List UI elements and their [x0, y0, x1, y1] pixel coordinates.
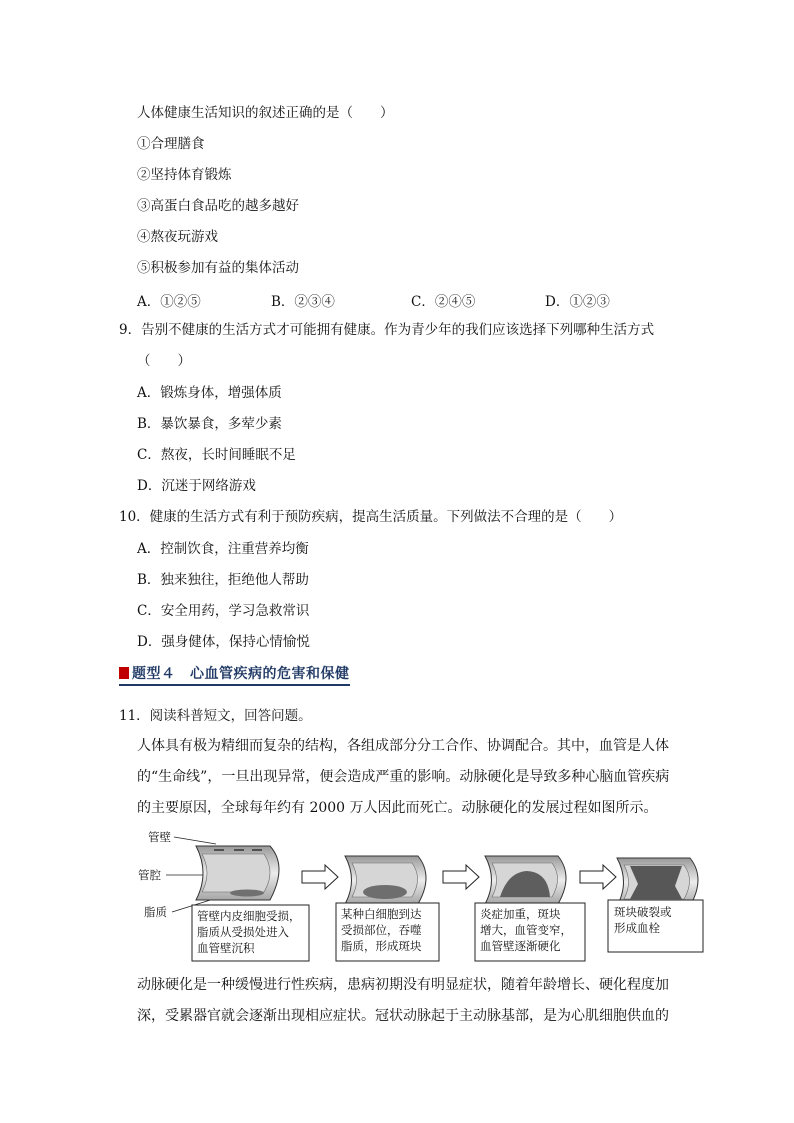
paragraph-1-line-2: 的“生命线”，一旦出现异常，便会造成严重的影响。动脉硬化是导致多种心脑血管疾病 [137, 769, 670, 785]
question-10-option-c: C．安全用药，学习急救常识 [137, 603, 310, 619]
question-8-item-4: ④熬夜玩游戏 [137, 229, 218, 245]
question-8-option-d: D．①②③ [545, 294, 610, 310]
question-10-option-a: A．控制饮食，注重营养均衡 [137, 541, 309, 557]
question-9-option-c: C．熬夜，长时间睡眠不足 [137, 447, 296, 463]
question-8-option-c: C．②④⑤ [411, 294, 476, 310]
pointer-wall [174, 837, 216, 844]
step-2-caption [336, 903, 439, 961]
paragraph-2-line-1: 动脉硬化是一种缓慢进行性疾病，患病初期没有明显症状，随着年龄增长、硬化程度加 [137, 977, 669, 993]
question-9-option-a: A．锻炼身体，增强体质 [137, 385, 282, 401]
question-8-options [137, 290, 657, 308]
step-2-line-3: 脂质，形成斑块 [341, 939, 422, 953]
section-heading [119, 663, 350, 686]
question-10-stem: 10．健康的生活方式有利于预防疾病，提高生活质量。下列做法不合理的是（ ） [119, 509, 623, 525]
section-title: 题型４ 心血管疾病的危害和保健 [132, 666, 350, 682]
step-1-line-3: 血管壁沉积 [197, 941, 255, 955]
paragraph-2-line-2: 深，受累器官就会逐渐出现相应症状。冠状动脉起于主动脉基部，是为心肌细胞供血的 [137, 1008, 669, 1024]
label-lipid: 脂质 [144, 905, 167, 919]
step-2-line-2: 受损部位，吞噬 [341, 923, 422, 937]
section-marker [119, 667, 129, 679]
step-2-line-1: 某种白细胞到达 [341, 907, 422, 921]
question-11-paragraph-2 [137, 970, 677, 1032]
question-9-stem: 9．告别不健康的生活方式才可能拥有健康。作为青少年的我们应该选择下列哪种生活方式 [119, 322, 655, 338]
step-4-line-2: 形成血栓 [614, 921, 660, 935]
step-4-caption [608, 900, 703, 952]
arteriosclerosis-diagram [130, 826, 710, 964]
question-9-option-b: B．暴饮暴食，多荤少素 [137, 416, 282, 432]
vessel-stage-2 [345, 856, 426, 904]
step-3-line-3: 血管壁逐渐硬化 [480, 939, 561, 953]
step-1-line-1: 管壁内皮细胞受损， [197, 909, 301, 923]
question-8-stem: 人体健康生活知识的叙述正确的是（ ） [137, 105, 394, 121]
question-9-option-d: D．沉迷于网络游戏 [137, 478, 256, 494]
question-10-option-d: D．强身健体，保持心情愉悦 [137, 634, 310, 650]
step-3-caption [475, 903, 585, 961]
question-11-stem: 11．阅读科普短文，回答问题。 [119, 708, 312, 724]
question-8-option-a: A．①②⑤ [137, 294, 201, 310]
label-lumen: 管腔 [138, 868, 161, 882]
label-wall: 管壁 [148, 830, 171, 844]
arrow-2 [443, 865, 479, 889]
arteriosclerosis-diagram-svg [130, 826, 710, 964]
question-8-item-5: ⑤积极参加有益的集体活动 [137, 260, 299, 276]
step-4-line-1: 斑块破裂或 [614, 905, 672, 919]
question-8-option-b: B．②③④ [271, 294, 335, 310]
question-10-option-b: B．独来独往，拒绝他人帮助 [137, 572, 309, 588]
question-8-item-1: ①合理膳食 [137, 136, 205, 152]
question-8-item-2: ②坚持体育锻炼 [137, 167, 232, 183]
step-3-line-2: 增大，血管变窄， [480, 923, 572, 937]
vessel-stage-1 [196, 846, 279, 900]
question-8-item-3: ③高蛋白食品吃的越多越好 [137, 198, 299, 214]
paragraph-1-line-3: 的主要原因，全球每年约有 2000 万人因此而死亡。动脉硬化的发展过程如图所示。 [137, 800, 658, 816]
vessel-stage-3 [485, 856, 566, 904]
step-3-line-1: 炎症加重，斑块 [480, 907, 561, 921]
arrow-1 [302, 865, 338, 889]
question-9-stem-continued: （ ） [137, 353, 191, 369]
step-1-line-2: 脂质从受损处进入 [197, 925, 289, 939]
arrow-3 [580, 865, 616, 889]
paragraph-1-line-1: 人体具有极为精细而复杂的结构，各组成部分分工合作、协调配合。其中，血管是人体 [137, 738, 669, 754]
step-1-caption [192, 905, 309, 961]
question-11-paragraph-1 [137, 731, 677, 824]
vessel-stage-4 [617, 858, 698, 906]
